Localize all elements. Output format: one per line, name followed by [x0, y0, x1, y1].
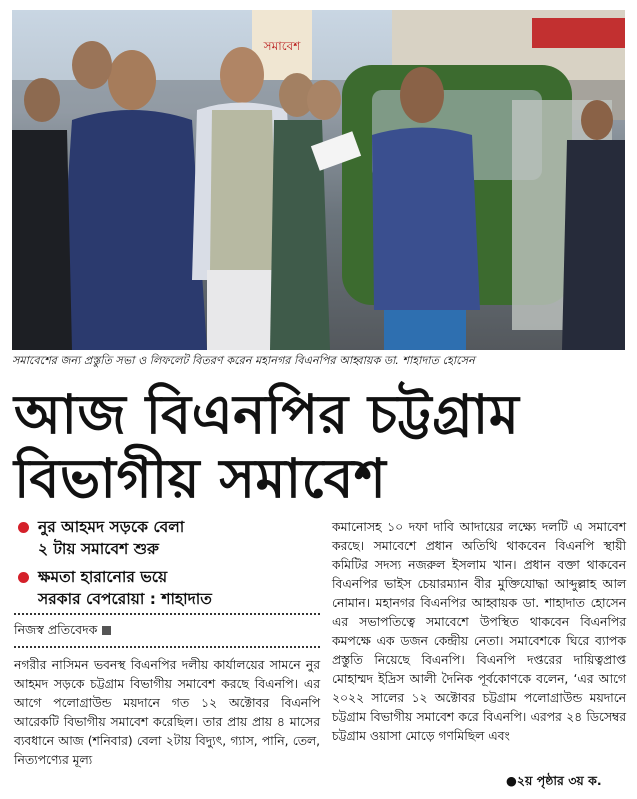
photo-illustration [12, 10, 625, 350]
square-icon [102, 626, 111, 635]
person-head [307, 80, 341, 120]
continued-marker: ●২য় পৃষ্ঠার ৩য় ক. [506, 773, 602, 788]
shop-sign [532, 18, 625, 48]
headline-line-1: আজ বিএনপির চট্টগ্রাম [14, 382, 520, 446]
person-vest [210, 110, 277, 270]
bullet-item [14, 566, 324, 610]
news-photo [12, 10, 625, 350]
byline-text: নিজস্ব প্রতিবেদক [14, 622, 98, 637]
person-body [562, 140, 625, 350]
person-head [400, 67, 444, 123]
headline-line-2: বিভাগীয় সমাবেশ [14, 446, 387, 510]
article-column-2: কমানোসহ ১০ দফা দাবি আদায়ের লক্ষ্যে দলটি এ সমাবেশ করছে। সমাবেশে প্রধান অতিথি থাকবেন বিএনপি স্থায়ী কমিটির সদস্য নজরুল ইসলাম খান। প্রধান বক্তা থাকবেন বিএনপির ভাইস চেয়ারম্যান বীর মুক্তিযোদ্ধা আব্দুল্লাহ আল নোমান। মহানগর বিএনপির আহ্বায়ক ডা. শাহাদাত হোসেন এর সভাপতিত্বে সমাবেশে উপস্থিত থাকবেন বিএনপির কমপক্ষে এক ডজন কেন্দ্রীয় নেতা। সমাবেশকে ঘিরে ব্যাপক প্রস্তুতি নিয়েছে বিএনপি। বিএনপি দপ্তরের দায়িত্বপ্রাপ্ত মোহাম্মদ ইদ্রিস আলী দৈনিক পূর্বকোণকে বলেন, ‘এর আগে ২০২২ সালের ১২ অক্টোবর চট্টগ্রাম পলোগ্রাউন্ড ময়দানে চট্টগ্রাম বিভাগীয় সমাবেশ করে বিএনপি। এরপর ২৪ ডিসেম্বর চট্টগ্রাম ওয়াসা মোড়ে গণমিছিল এবং [332, 520, 626, 743]
bullet-line: নুর আহমদ সড়কে বেলা [38, 518, 185, 536]
bullet-line: ২ টায় সমাবেশ শুরু [38, 540, 159, 558]
person-head [220, 47, 264, 103]
signboard-text: সমাবেশ [263, 39, 301, 53]
person-head [72, 41, 112, 89]
article-column-1: নগরীর নাসিমন ভবনস্থ বিএনপির দলীয় কার্যালয়ের সামনে নুর আহমদ সড়কে চট্টগ্রাম বিভাগীয় সমাবেশ করছে বিএনপি। এর আগে পলোগ্রাউন্ড ময়দানে গত ১২ অক্টোবর বিএনপি আরেকটি বিভাগীয় সমাবেশ করেছিল। তার প্রায় প্রায় ৪ মাসের ব্যবধানে আজ (শনিবার) বেলা ২টায় বিদ্যুৎ, গ্যাস, পানি, তেল, নিত্যপণ্যের মূল্য [14, 658, 320, 767]
photo-caption: সমাবেশের জন্য প্রস্তুতি সভা ও লিফলেট বিতরণ করেন মহানগর বিএনপির আহ্বায়ক ডা. শাহাদাত হোসেন [12, 354, 475, 367]
bullet-dot-icon [18, 572, 29, 583]
bullet-item [14, 516, 324, 560]
bullet-line: সরকার বেপরোয়া : শাহাদাত [38, 590, 212, 608]
highlight-bullets [14, 516, 324, 616]
person-head [108, 50, 156, 110]
person-body [12, 130, 72, 350]
bullet-line: ক্ষমতা হারানোর ভয়ে [38, 568, 168, 586]
person-lungi [384, 310, 466, 350]
person-kurta [57, 110, 207, 350]
person-shirt [372, 128, 480, 311]
person-head [581, 100, 613, 140]
byline [14, 622, 111, 642]
bullet-dot-icon [18, 522, 29, 533]
person-head [24, 78, 60, 122]
divider [14, 646, 320, 648]
divider [14, 613, 320, 615]
